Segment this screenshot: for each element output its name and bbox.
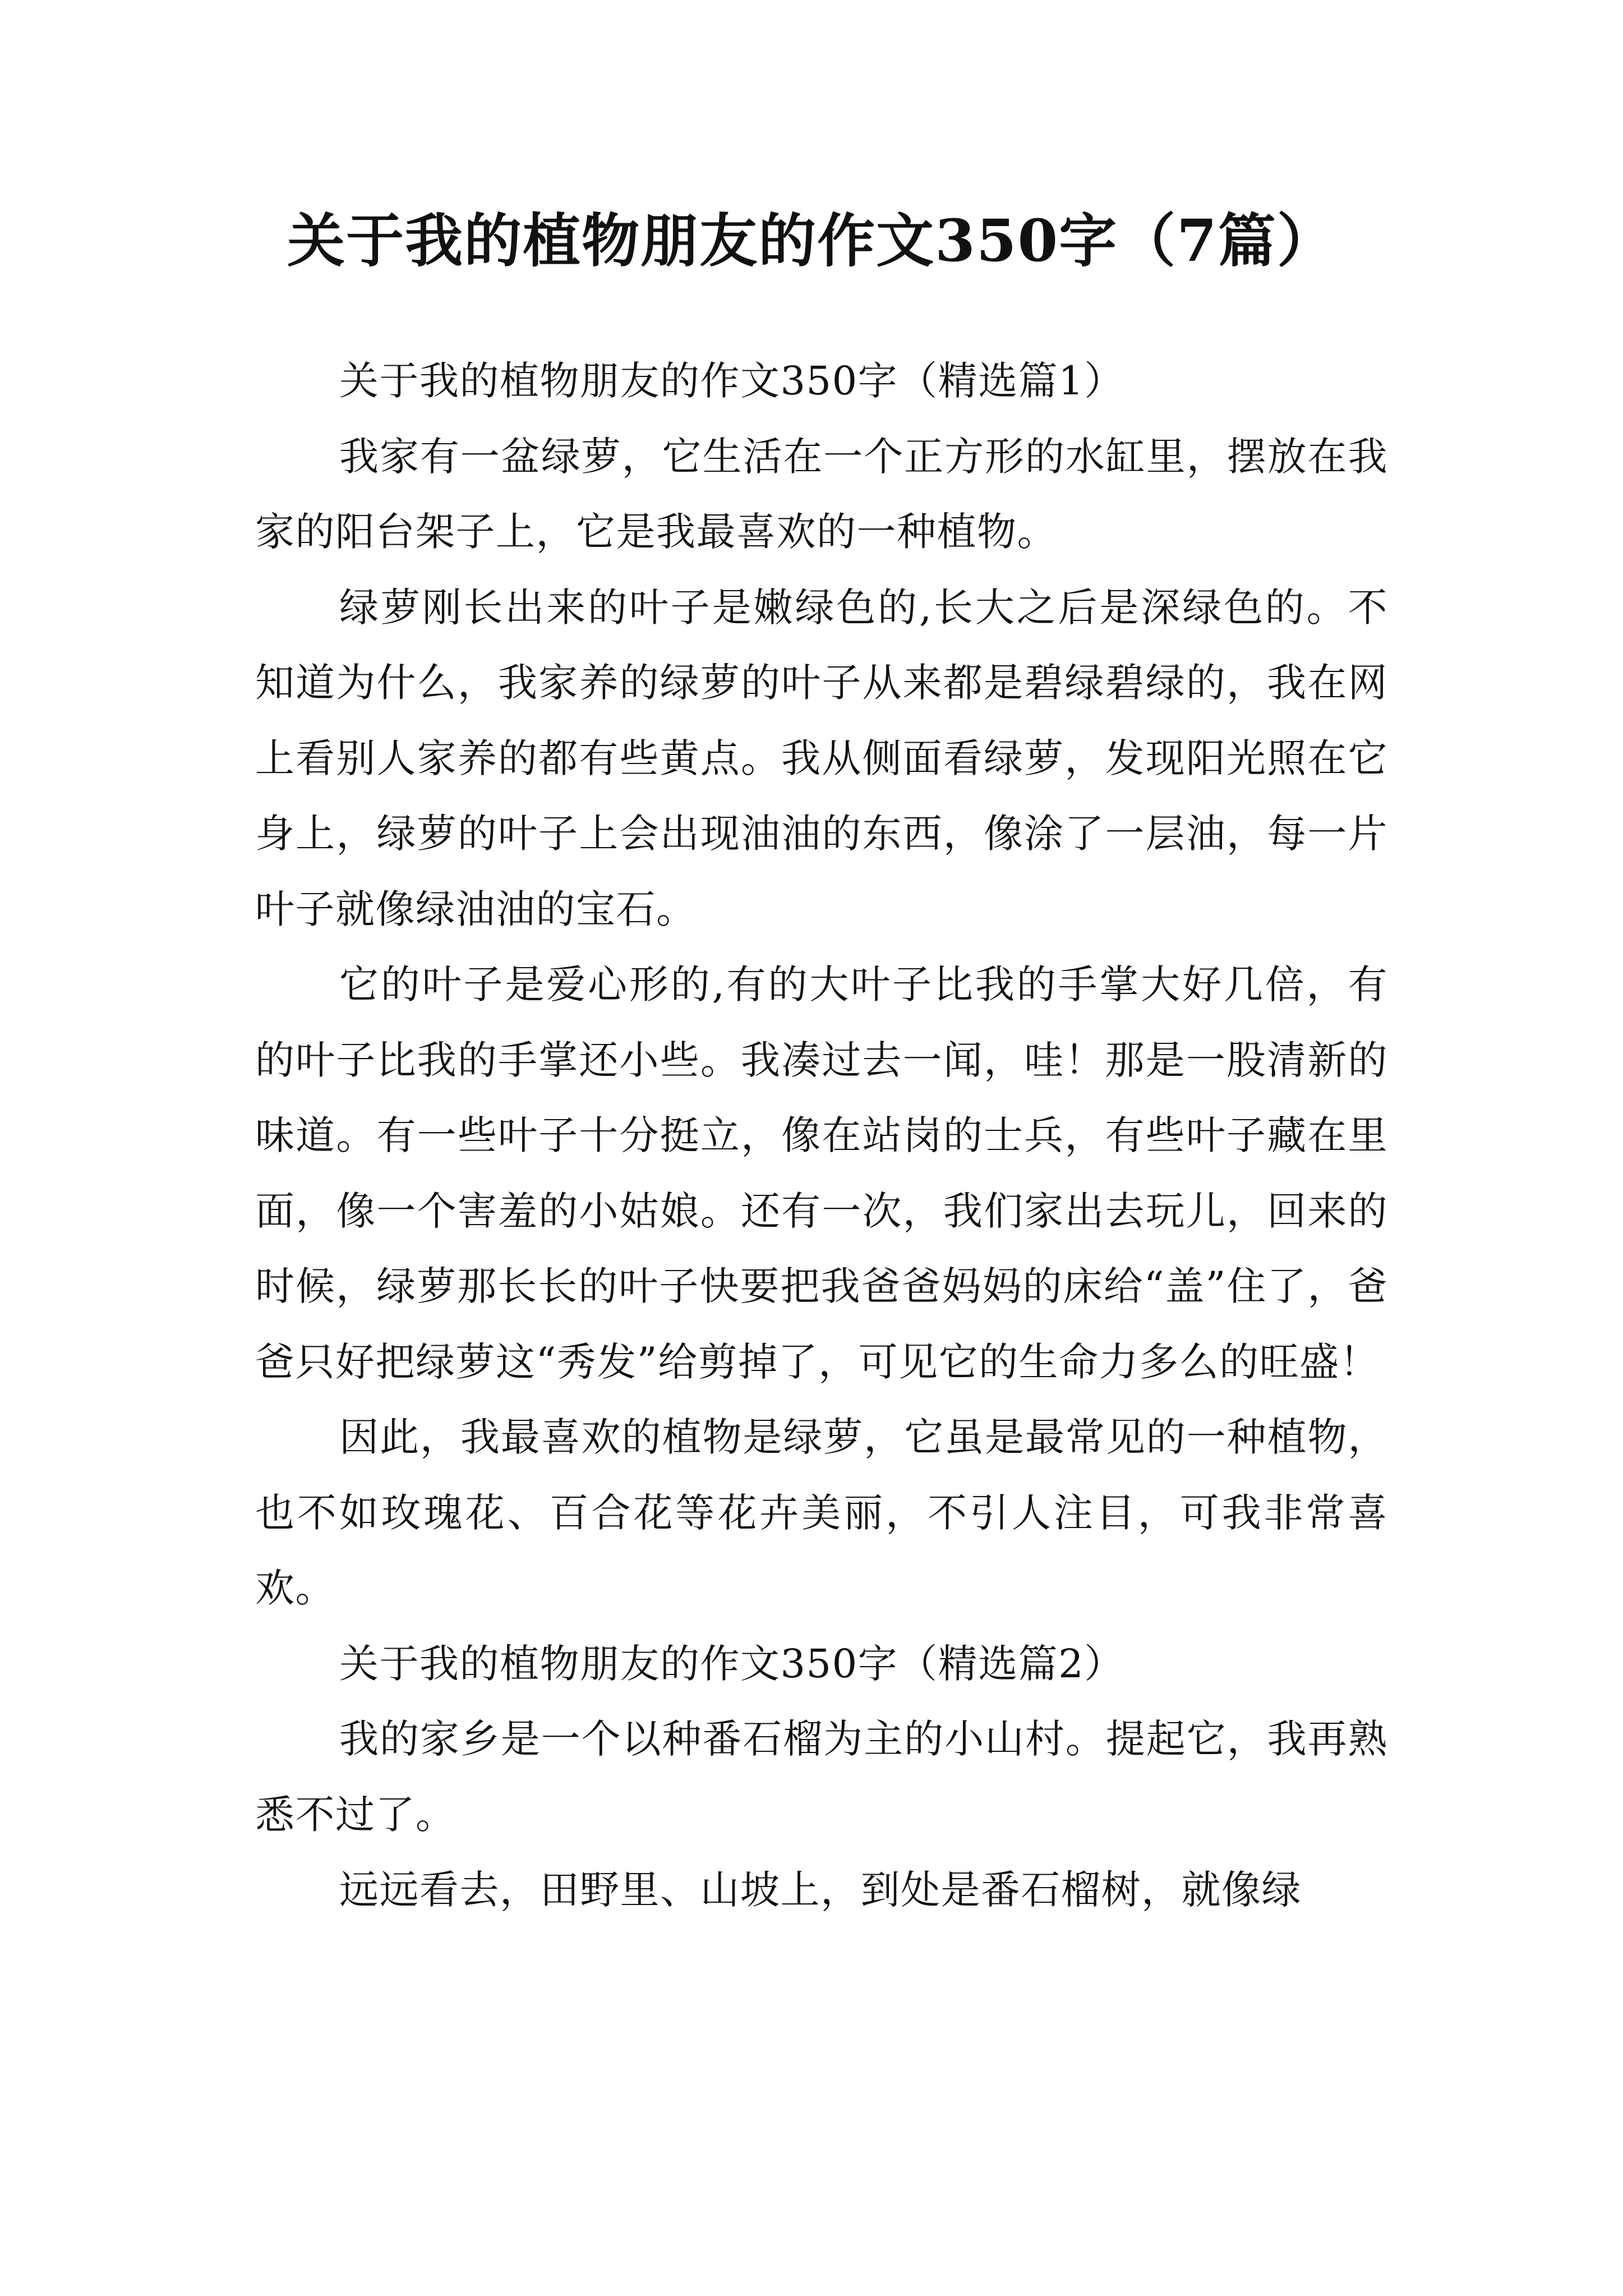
section-heading-2: 关于我的植物朋友的作文350字（精选篇2） (339, 1640, 1124, 1687)
paragraph: 远远看去，田野里、山坡上，到处是番石榴树，就像绿 (339, 1867, 1302, 1913)
document-body (255, 343, 1388, 1928)
document-title: 关于我的植物朋友的作文350字（7篇） (287, 207, 1336, 275)
paragraph: 我家有一盆绿萝，它生活在一个正方形的水缸里，摆放在我家的阳台架子上，它是我最喜欢的一种植物。 (255, 433, 1388, 555)
paragraph: 它的叶子是爱心形的,有的大叶子比我的手掌大好几倍，有的叶子比我的手掌还小些。我凑过去一闻，哇！那是一股清新的味道。有一些叶子十分挺立，像在站岗的士兵，有些叶子藏在里面，像一个害羞的小姑娘。还有一次，我们家出去玩儿，回来的时候，绿萝那长长的叶子快要把我爸爸妈妈的床给“盖”住了，爸爸只好把绿萝这“秀发”给剪掉了，可见它的生命力多么的旺盛！ (255, 961, 1388, 1385)
section-heading-1: 关于我的植物朋友的作文350字（精选篇1） (339, 358, 1124, 404)
paragraph: 绿萝刚长出来的叶子是嫩绿色的,长大之后是深绿色的。不知道为什么，我家养的绿萝的叶子从来都是碧绿碧绿的，我在网上看别人家养的都有些黄点。我从侧面看绿萝，发现阳光照在它身上，绿萝的叶子上会出现油油的东西，像涂了一层油，每一片叶子就像绿油油的宝石。 (255, 584, 1388, 932)
paragraph: 因此，我最喜欢的植物是绿萝，它虽是最常见的一种植物，也不如玫瑰花、百合花等花卉美丽，不引人注目，可我非常喜欢。 (255, 1414, 1388, 1611)
paragraph: 我的家乡是一个以种番石榴为主的小山村。提起它，我再熟悉不过了。 (255, 1716, 1388, 1838)
